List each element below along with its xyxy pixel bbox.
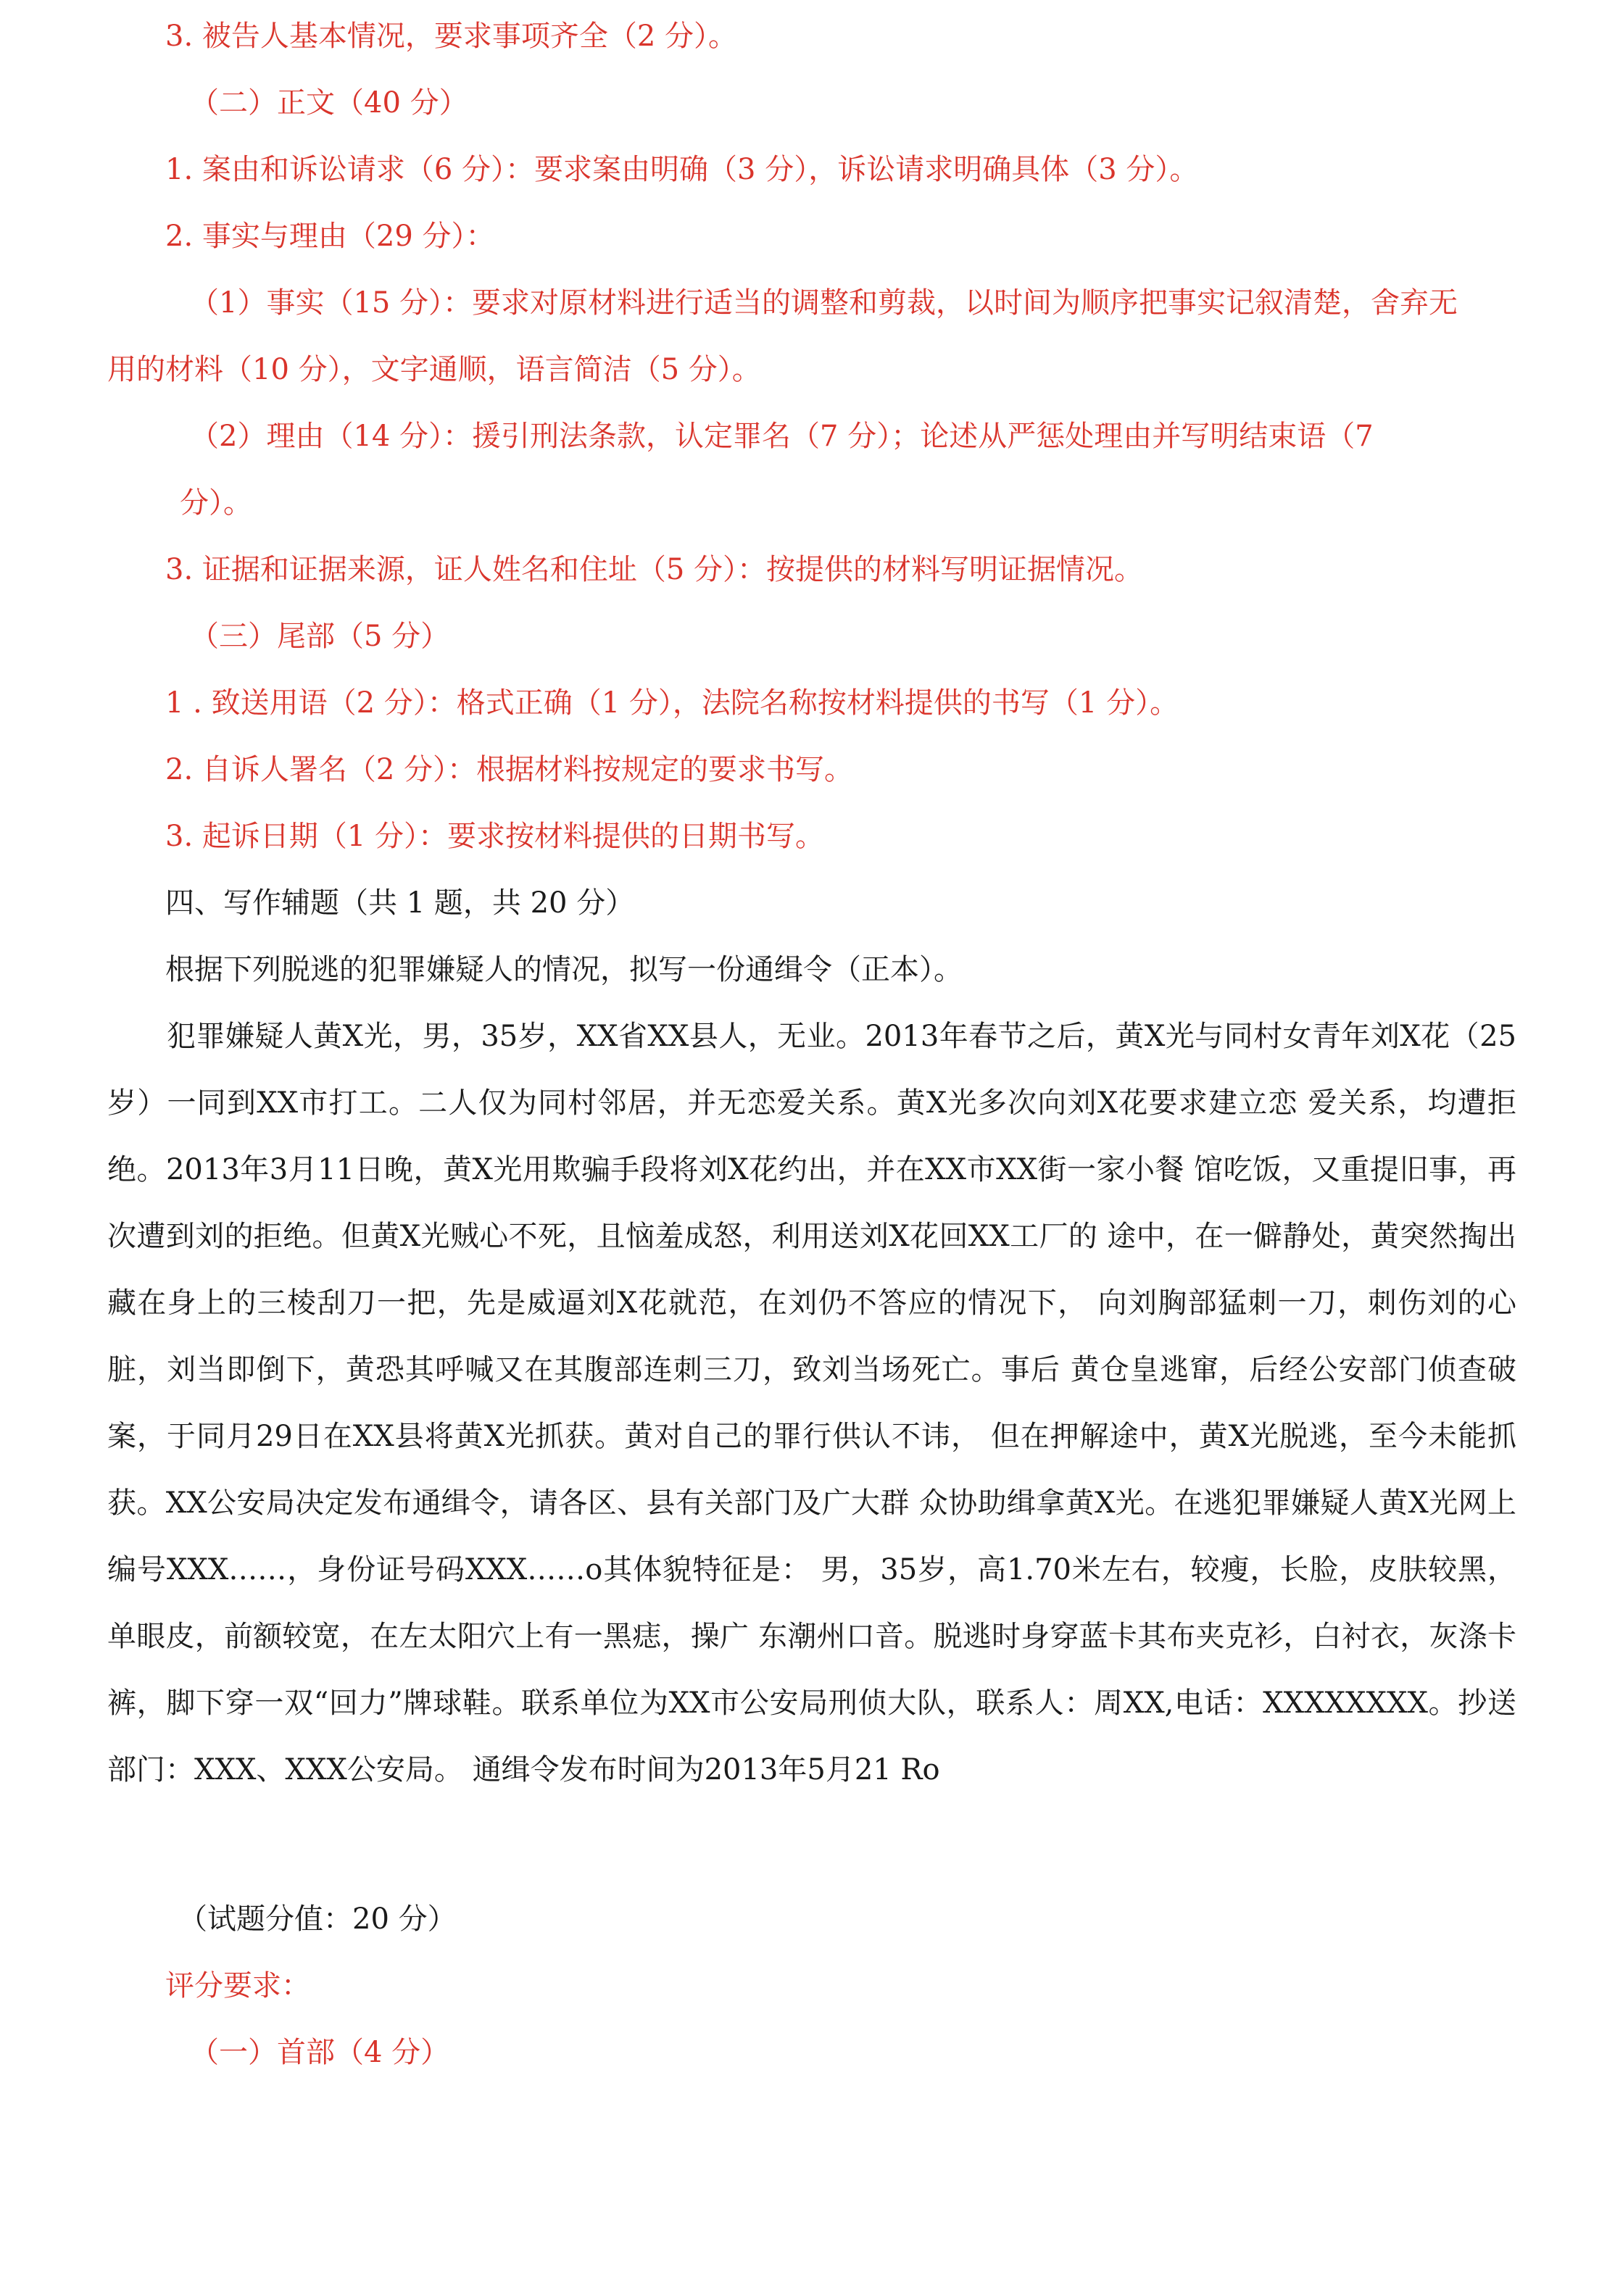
score-value: （试题分值：20 分） [178,1902,457,1936]
question-heading: 四、写作辅题（共 1 题，共 20 分） [165,886,635,920]
criterion-cause-and-claims: 1. 案由和诉讼请求（6 分）：要求案由明确（3 分），诉讼请求明确具体（3 分）。 [165,153,1199,186]
criterion-addressing: 1 . 致送用语（2 分）：格式正确（1 分），法院名称按材料提供的书写（1 分）。 [165,686,1179,720]
question-instruction: 根据下列脱逃的犯罪嫌疑人的情况，拟写一份通缉令（正本）。 [165,953,963,986]
section-body-heading: （二）正文（40 分） [190,86,468,120]
criterion-facts-and-reasons: 2. 事实与理由（29 分）： [165,220,495,253]
section-header-heading: （一）首部（4 分） [190,2036,450,2069]
grading-requirements-label: 评分要求： [165,1969,310,2002]
criterion-evidence: 3. 证据和证据来源，证人姓名和住址（5 分）：按提供的材料写明证据情况。 [165,553,1144,586]
criterion-reasons-line1: （2）理由（14 分）：援引刑法条款，认定罪名（7 分）；论述从严惩处理由并写明结束语（7 [190,420,1374,453]
criterion-facts-line2: 用的材料（10 分），文字通顺，语言简洁（5 分）。 [107,353,761,386]
case-material-paragraph: 犯罪嫌疑人黄X光，男，35岁，XX省XX县人，无业。2013年春节之后，黄X光与同村女青年刘X花（25岁）一同到XX市打工。二人仅为同村邻居，并无恋爱关系。黄X光多次向刘X花要求建立恋 爱关系，均遭拒绝。2013年3月11日晚，黄X光用欺骗手段将刘X花约出，并在XX市XX街一家小餐 馆吃饭，又重提旧事，再次遭到刘的拒绝。但黄X光贼心不死，且恼羞成怒，利用送刘X花回XX工厂的 途中，在一僻静处，黄突然掏出藏在身上的三棱刮刀一把，先是威逼刘X花就范，在刘仍不答应的情况下， 向刘胸部猛刺一刀，刺伤刘的心脏，刘当即倒下，黄恐其呼喊又在其腹部连刺三刀，致刘当场死亡。事后 黄仓皇逃窜，后经公安部门侦查破案，于同月29日在XX县将黄X光抓获。黄对自己的罪行供认不讳， 但在押解途中，黄X光脱逃，至今未能抓获。XX公安局决定发布通缉令，请各区、县有关部门及广大群 众协助缉拿黄X光。在逃犯罪嫌疑人黄X光网上编号XXX……，身份证号码XXX……o其体貌特征是： 男，35岁，高1.70米左右，较瘦，长脸，皮肤较黑，单眼皮，前额较宽，在左太阳穴上有一黑痣，操广 东潮州口音。脱逃时身穿蓝卡其布夹克衫，白衬衣，灰涤卡裤，脚下穿一双“回力”牌球鞋。联系单位为XX市公安局刑侦大队，联系人：周XX,电话：XXXXXXXX。抄送部门：XXX、XXX公安局。 通缉令发布时间为2013年5月21 Ro [107,1020,1516,1787]
criterion-facts-line1: （1）事实（15 分）：要求对原材料进行适当的调整和剪裁，以时间为顺序把事实记叙清楚，舍弃无 [190,286,1458,320]
criterion-date: 3. 起诉日期（1 分）：要求按材料提供的日期书写。 [165,820,825,853]
criterion-reasons-line2: 分）。 [180,486,252,520]
criterion-signature: 2. 自诉人署名（2 分）：根据材料按规定的要求书写。 [165,753,854,786]
criterion-defendant-info: 3. 被告人基本情况，要求事项齐全（2 分）。 [165,20,738,53]
section-ending-heading: （三）尾部（5 分） [190,620,450,653]
